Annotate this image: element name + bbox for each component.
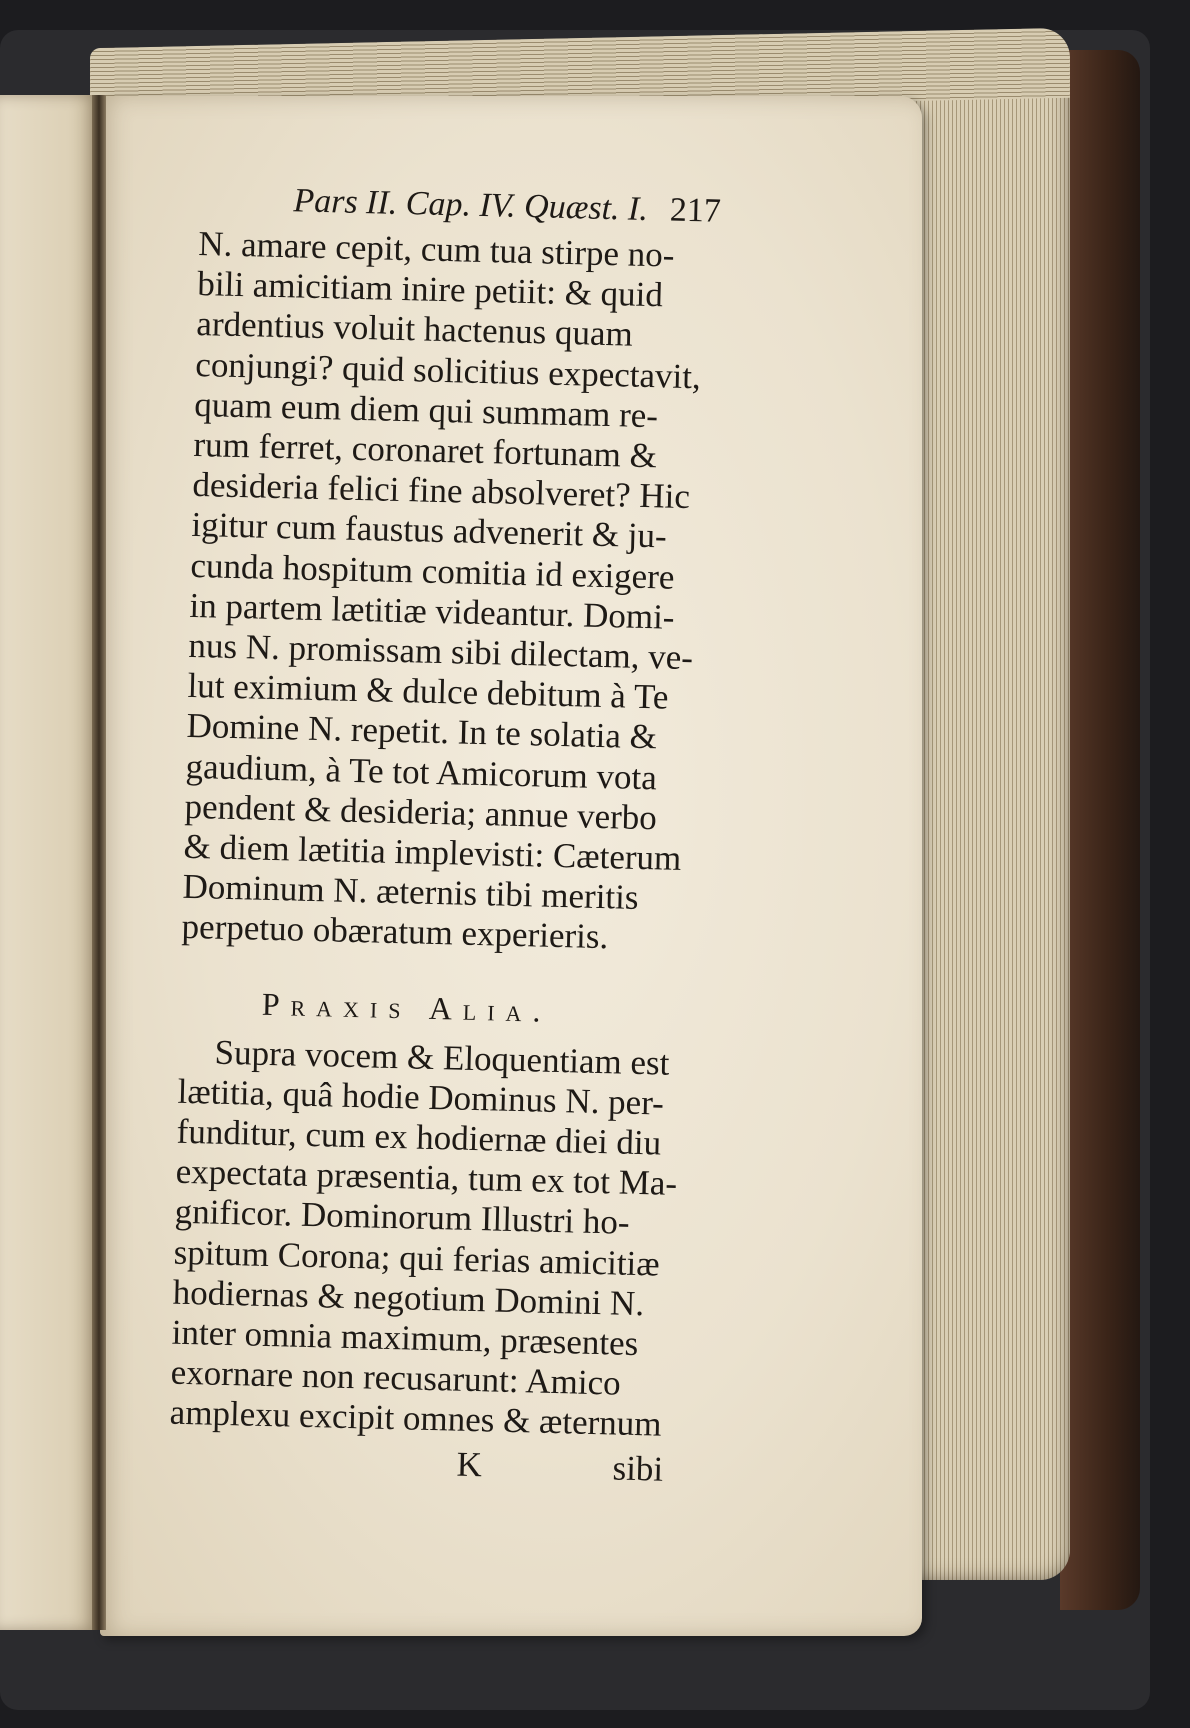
text-line: spitum Corona; qui ferias amicitiæ [173,1232,661,1284]
text-line: gnificor. Dominorum Illustri ho- [174,1192,631,1243]
section-paragraph [169,1031,749,1447]
text-line: & diem lætitia implevisti: Cæterum [183,826,682,879]
text-line: Supra vocem & Eloquentiam est [214,1032,670,1083]
page-number: 217 [669,191,722,230]
text-line: conjungi? quid solicitius expectavit, [194,344,702,396]
text-line: ardentius voluit hactenus quam [195,304,634,355]
text-line: Dominum N. æternis tibi meritis [182,867,639,918]
text-line: perpetuo obæratum experieris. [181,907,609,957]
section-heading: Praxis Alia. [261,985,553,1029]
text-line: hodiernas & negotium Domini N. [172,1272,645,1324]
text-line: Domine N. repetit. In te solatia & [186,706,658,757]
page-edges-right [905,60,1070,1580]
text-line: expectata præsentia, tum ex tot Ma- [175,1151,678,1204]
text-line: rum ferret, coronaret fortunam & [193,424,658,476]
text-line: exornare non recusarunt: Amico [170,1352,622,1403]
text-line: quam eum diem qui summam re- [193,384,659,436]
text-line: lut eximium & dulce debitum à Te [187,666,669,717]
text-line: inter omnia maximum, præsentes [171,1312,639,1364]
text-line: igitur cum faustus advenerit & ju- [191,505,668,556]
text-line: gaudium, à Te tot Amicorum vota [185,746,658,797]
catchword: sibi [612,1448,664,1489]
text-line: lætitia, quâ hodie Dominus N. per- [177,1071,665,1123]
signature-mark: K [456,1444,483,1484]
text-line: funditur, cum ex hodiernæ diei diu [176,1111,662,1163]
leather-cover-edge [1060,50,1140,1610]
running-head-title: Pars II. Cap. IV. Quæst. I. [293,182,649,228]
text-line: cunda hospitum comitia id exigere [190,545,675,597]
text-line: nus N. promissam sibi dilectam, ve- [188,625,694,678]
left-page-fragment [0,95,98,1630]
text-line: desideria felici fine absolveret? Hic [192,465,691,517]
text-line: bili amicitiam inire petiit: & quid [196,264,664,315]
text-line: in partem lætitiæ videantur. Domi- [189,585,675,637]
body-paragraph [181,224,769,961]
page-text [168,178,770,1493]
text-line: N. amare cepit, cum tua stirpe no- [197,223,675,275]
book-gutter [92,95,106,1630]
text-line: amplexu excipit omnes & æternum [169,1393,663,1445]
text-line: pendent & desideria; annue verbo [184,786,658,838]
